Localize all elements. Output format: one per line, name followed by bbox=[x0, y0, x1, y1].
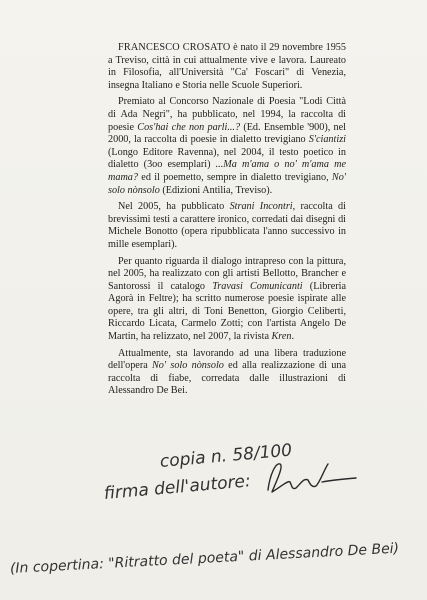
bio-text: Premiato al Concorso Nazionale di Poesia "Lodi Città di Ada Negri", ha pubblicato, nel 1994, la raccolta di poesie bbox=[108, 96, 346, 133]
bio-paragraph-5 bbox=[108, 348, 346, 398]
author-signature bbox=[262, 452, 362, 502]
book-title: Strani Incontri bbox=[229, 201, 293, 213]
bio-text: ed il poemetto, sempre in dialetto trevigiano, bbox=[138, 171, 332, 183]
author-name: FRANCESCO CROSATO bbox=[118, 42, 231, 53]
book-title: Kren bbox=[271, 331, 292, 343]
bio-paragraph-2 bbox=[108, 96, 346, 197]
bio-text: Per quanto riguarda il dialogo intrapreso con la pittura, nel 2005, ha realizzato con gli artisti Bellotto, Brancher e Santorossi il catalogo bbox=[108, 255, 346, 292]
book-title: No' solo nònsolo bbox=[152, 360, 224, 372]
author-signature-label: firma dell'autore: bbox=[103, 471, 252, 504]
bio-paragraph-4 bbox=[108, 256, 346, 344]
bio-paragraph-3 bbox=[108, 201, 346, 251]
bio-text: , raccolta di brevissimi testi a carattere ironico, corredati dai disegni di Michele Bonotto (opera ripubblicata l'anno successivo in mille esemplari). bbox=[108, 201, 346, 250]
bio-text: (Libreria Agorà in Feltre); ha scritto numerose poesie ispirate alle opere, tra gli altri, di Toni Benetton, Giorgio Celiberti, Riccardo Licata, Carmelo Zotti; con l'artista Angelo De Martin, ha relizzato, nel 2007, la rivista bbox=[108, 280, 346, 343]
bio-text: (Longo Editore Ravenna), nel 2004, il testo poetico in dialetto (3oo esemplari) bbox=[108, 146, 346, 171]
book-title: Cos'hai che non parli...? bbox=[137, 121, 241, 133]
bio-text: ed alla realizzazione di una raccolta di fiabe, corredata dalle illustrazioni di Alessandro De Bei. bbox=[108, 360, 346, 397]
bio-paragraph-1 bbox=[108, 42, 346, 92]
bio-text: (Edizioni Antilia, Treviso). bbox=[159, 184, 273, 196]
book-title: S'ciantizi bbox=[308, 134, 346, 146]
book-title: ...Ma m'ama o no' m'ama me mama? bbox=[108, 159, 346, 183]
bio-text: è nato il 29 novembre 1955 a Treviso, città in cui attualmente vive e lavora. Laureato in Filosofia, all'Università "Ca' Foscari" di Venezia, insegna Italiano e Storia nelle Scuole Superiori. bbox=[108, 42, 346, 91]
author-biography bbox=[108, 42, 346, 402]
book-title: Travasi Comunicanti bbox=[212, 280, 303, 292]
bio-text: Attualmente, sta lavorando ad una libera traduzione dell'opera bbox=[108, 347, 346, 372]
bio-text: (Ed. Ensemble '900), nel 2000, la raccolta di poesie in dialetto trevigiano bbox=[108, 121, 346, 146]
copy-number-note: copia n. 58/100 bbox=[159, 440, 293, 472]
book-title: No' solo nònsolo bbox=[108, 171, 346, 196]
cover-credit-note: (In copertina: "Ritratto del poeta" di Alessandro De Bei) bbox=[9, 540, 400, 577]
bio-text: . bbox=[291, 331, 295, 343]
bio-text: Nel 2005, ha pubblicato bbox=[118, 201, 230, 213]
